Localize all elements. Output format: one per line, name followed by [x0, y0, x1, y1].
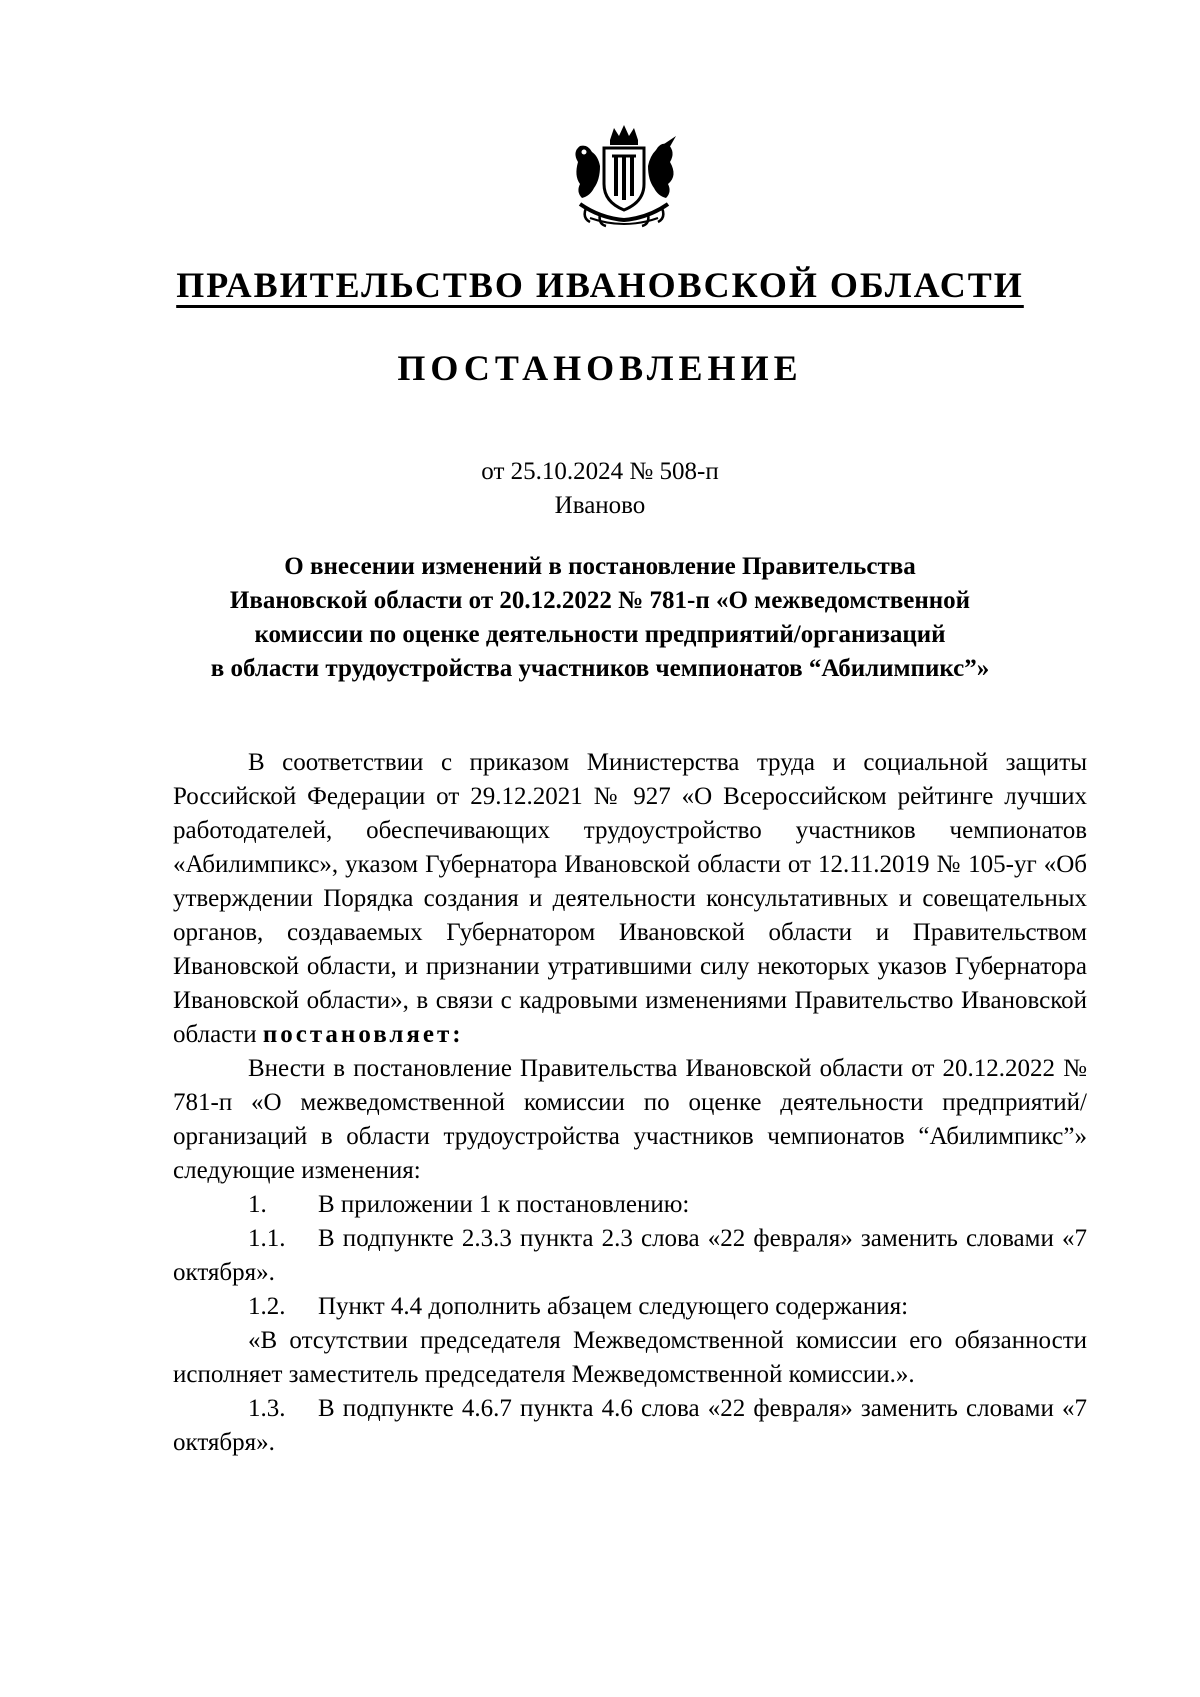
document-body: [173, 746, 1087, 1460]
resolves-word: постановляет:: [262, 1021, 464, 1048]
subject-line: в области трудоустройства участников чемпионатов “Абилимпикс”»: [210, 655, 990, 682]
intro-paragraph: Внести в постановление Правительства Ивановской области от 20.12.2022 № 781-п «О межведомственной комиссии по оценке деятельности предприятий/организаций в области трудоустройства участников чемпионатов “Абилимпикс”» следующие изменения:: [173, 1055, 1087, 1184]
item-paragraph: [173, 1222, 1087, 1290]
government-title: ПРАВИТЕЛЬСТВО ИВАНОВСКОЙ ОБЛАСТИ: [176, 265, 1024, 305]
preamble-paragraph: [173, 746, 1087, 1052]
item-text: В подпункте 4.6.7 пункта 4.6 слова «22 февраля» заменить словами «7 октября».: [173, 1395, 1087, 1456]
subject-line: Ивановской области от 20.12.2022 № 781-п «О межведомственной: [229, 587, 971, 614]
preamble-text: В соответствии с приказом Министерства труда и социальной защиты Российской Федерации от 29.12.2021 № 927 «О Всероссийском рейтинге лучших работодателей, обеспечивающих трудоустройство участников чемпионатов «Абилимпикс», указом Губернатора Ивановской области от 12.11.2019 № 105-уг «Об утверждении Порядка создания и деятельности консультативных и совещательных органов, создаваемых Губернатором Ивановской области и Правительством Ивановской области, и признании утратившими силу некоторых указов Губернатора Ивановской области», в связи с кадровыми изменениями Правительство Ивановской области: [173, 749, 1087, 1048]
item-number: 1.: [248, 1191, 267, 1218]
quoted-paragraph: [173, 1324, 1087, 1392]
document-subject: [150, 550, 1050, 686]
document-date-number: от 25.10.2024 № 508-п: [481, 458, 719, 485]
item-number: 1.1.: [248, 1225, 286, 1252]
item-number: 1.3.: [248, 1395, 286, 1422]
item-text: Пункт 4.4 дополнить абзацем следующего содержания:: [318, 1293, 909, 1320]
item-text: «В отсутствии председателя Межведомственной комиссии его обязанности исполняет заместитель председателя Межведомственной комиссии.».: [173, 1327, 1087, 1388]
item-text: В подпункте 2.3.3 пункта 2.3 слова «22 февраля» заменить словами «7 октября».: [173, 1225, 1087, 1286]
item-number: 1.2.: [248, 1293, 286, 1320]
item-paragraph: [173, 1392, 1087, 1460]
document-type: ПОСТАНОВЛЕНИЕ: [397, 348, 803, 388]
subject-line: комиссии по оценке деятельности предприятий/организаций: [254, 621, 946, 648]
item-paragraph: [173, 1188, 1087, 1222]
item-paragraph: [173, 1290, 1087, 1324]
coat-of-arms-icon: [560, 122, 688, 230]
item-text: В приложении 1 к постановлению:: [318, 1191, 690, 1218]
document-city: Иваново: [554, 492, 646, 519]
subject-line: О внесении изменений в постановление Правительства: [284, 553, 916, 580]
